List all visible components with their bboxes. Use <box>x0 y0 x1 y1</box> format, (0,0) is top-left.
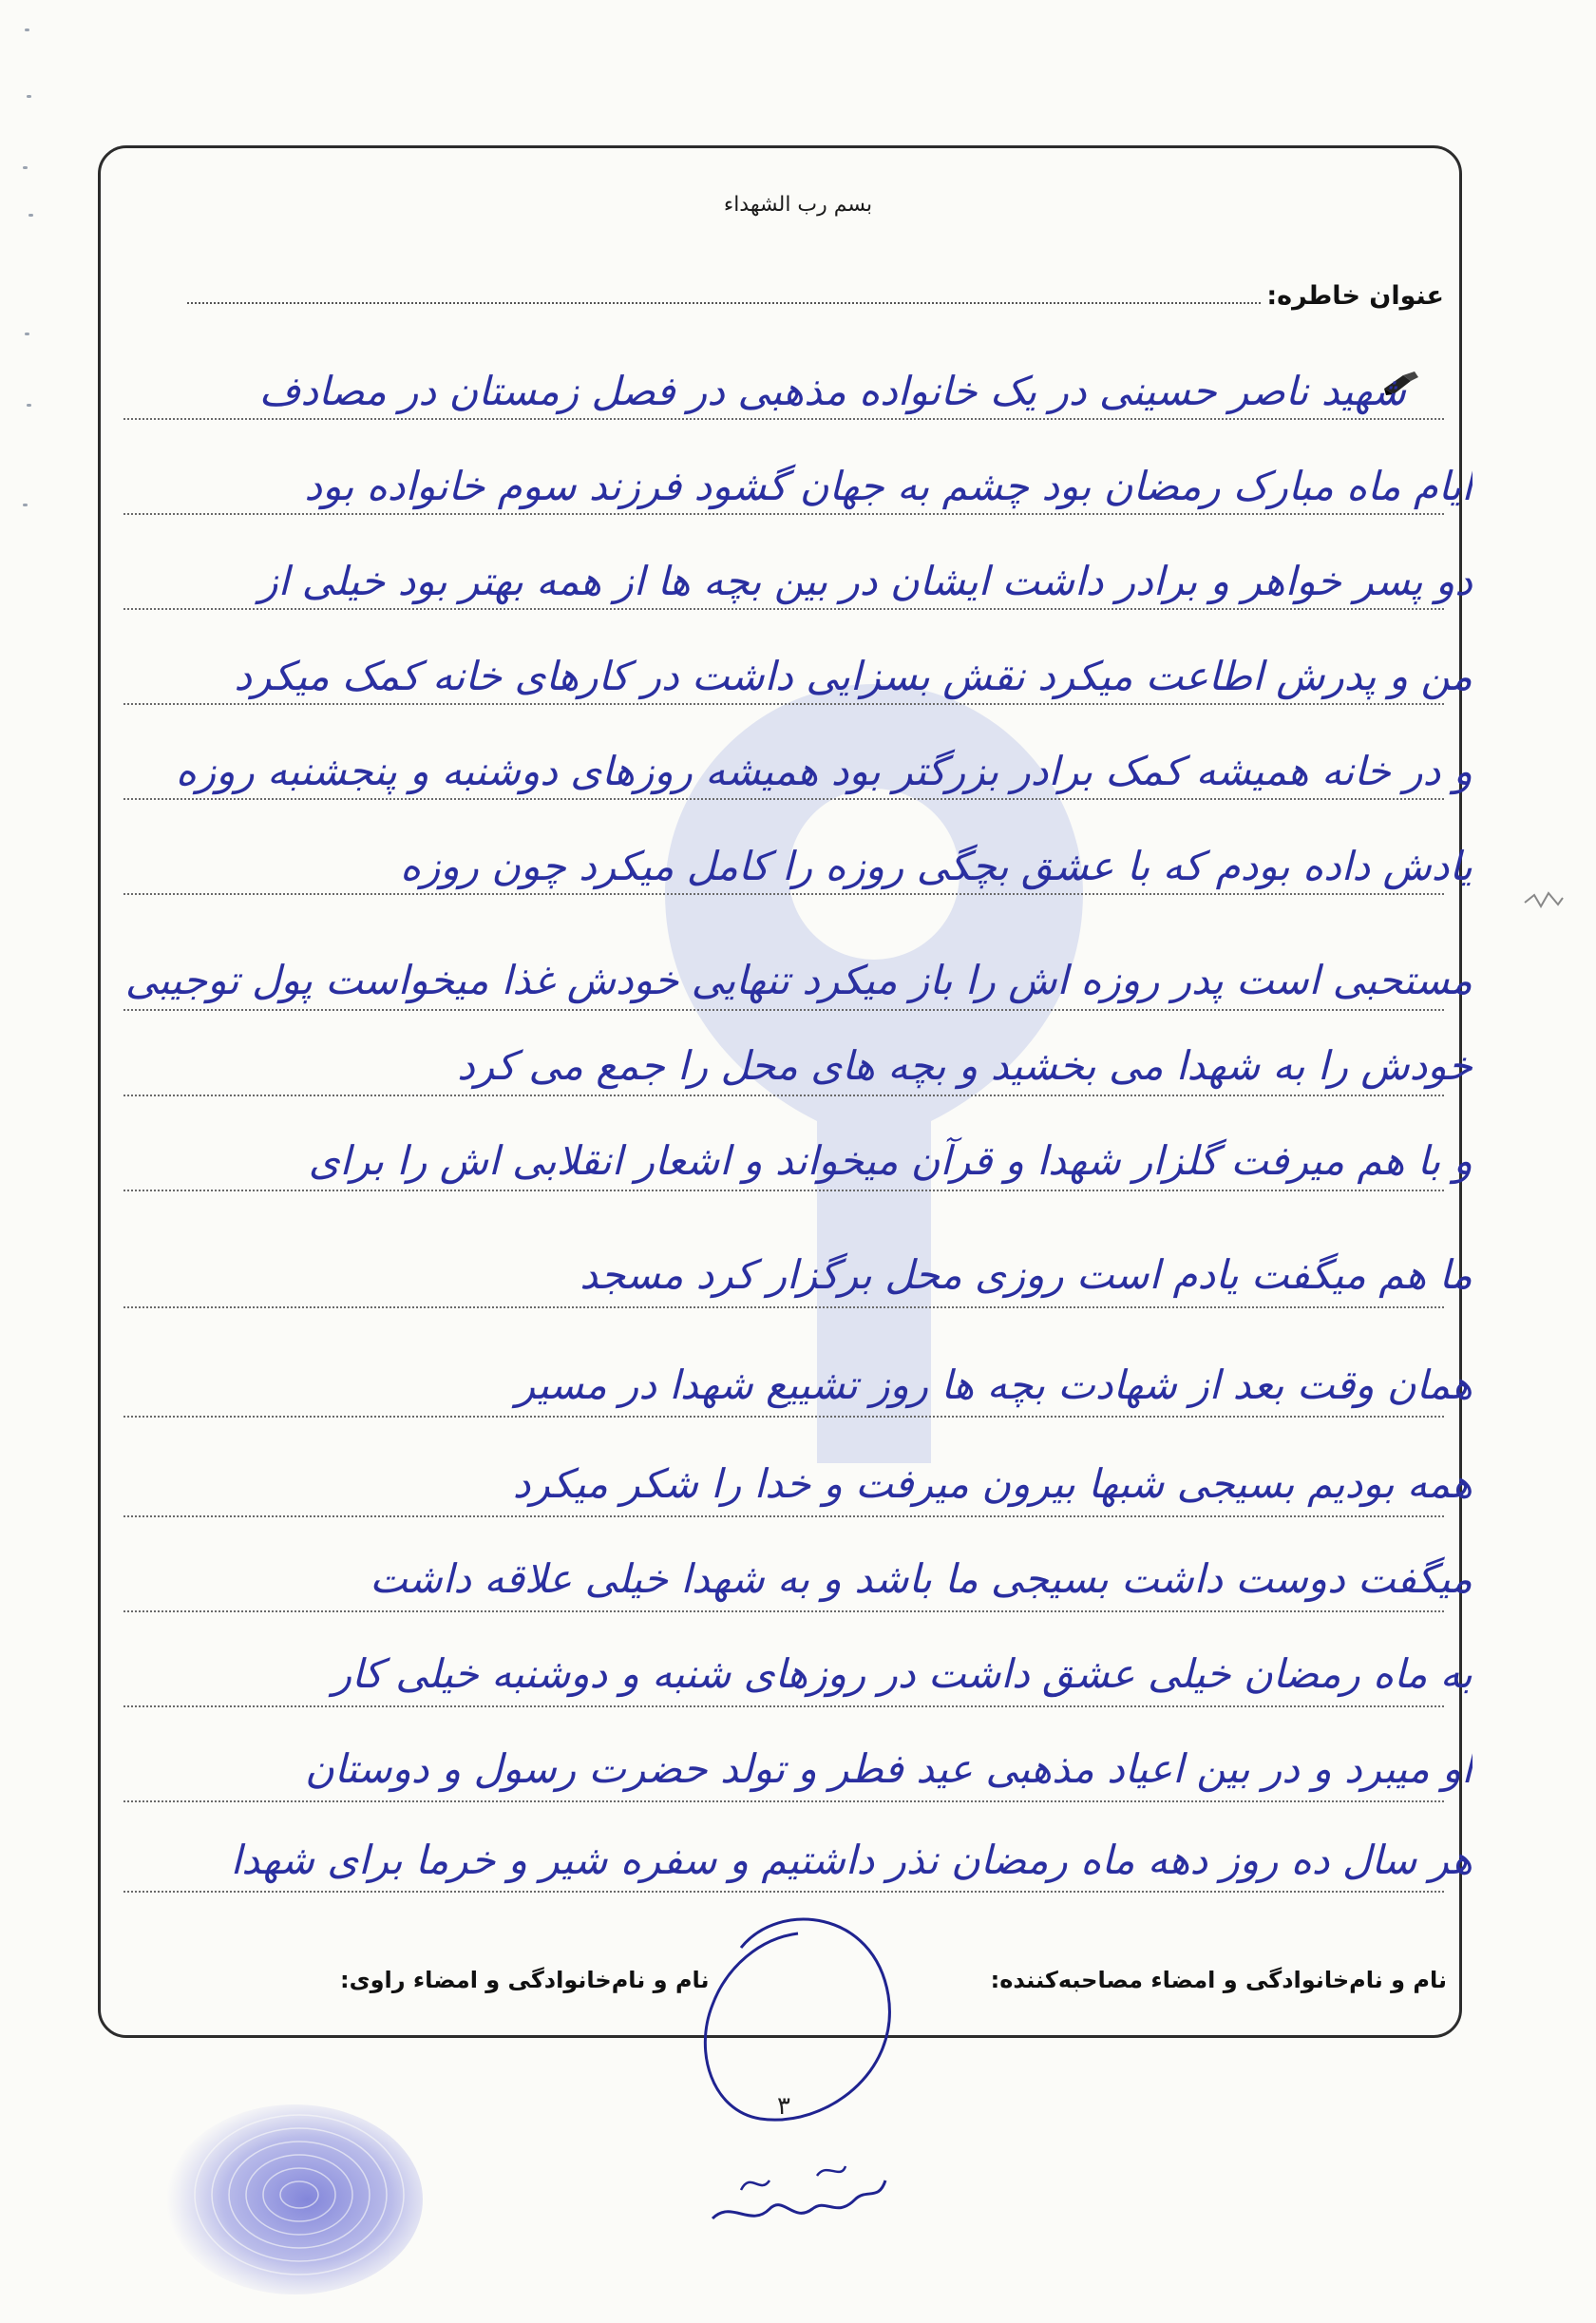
memoir-line: یادش داده بودم که با عشق بچگی روزه را کامل میکرد چون روزه <box>400 843 1472 889</box>
memoir-line: و در خانه همیشه کمک برادر بزرگتر بود همیشه روزهای دوشنبه و پنجشنبه روزه <box>175 748 1472 794</box>
basmala-heading: بسم رب الشهداء <box>723 193 873 217</box>
memoir-line: میگفت دوست داشت بسیجی ما باشد و به شهدا خیلی علاقه داشت <box>370 1555 1472 1602</box>
memoir-line: همان وقت بعد از شهادت بچه ها روز تشییع شهدا در مسیر <box>515 1361 1472 1408</box>
page-number: ۳ <box>777 2092 790 2121</box>
memoir-line: او میبرد و در بین اعیاد مذهبی عید فطر و تولد حضرت رسول و دوستان <box>304 1745 1472 1792</box>
memoir-title-field[interactable] <box>187 277 1261 304</box>
memoir-line: من و پدرش اطاعت میکرد نقش بسزایی داشت در کارهای خانه کمک میکرد <box>234 653 1472 699</box>
memoir-line: مستحبی است پدر روزه اش را باز میکرد تنهایی خودش غذا میخواست پول توجیبی <box>124 957 1472 1003</box>
narrator-signature-label: نام و نام‌خانوادگی و امضاء راوی: <box>340 1967 710 1993</box>
interviewer-signature-label: نام و نام‌خانوادگی و امضاء مصاحبه‌کننده: <box>990 1967 1447 1993</box>
memoir-line: ایام ماه مبارک رمضان بود چشم به جهان گشود فرزند سوم خانواده بود <box>304 463 1472 509</box>
signature-circle-mark <box>684 1891 912 2147</box>
memoir-line: ما هم میگفت یادم است روزی محل برگزار کرد مسجد <box>580 1251 1472 1298</box>
memoir-line: و با هم میرفت گلزار شهدا و قرآن میخواند و اشعار انقلابی اش را برای <box>308 1137 1472 1184</box>
fingerprint-stamp <box>152 2090 428 2309</box>
memoir-line: شهید ناصر حسینی در یک خانواده مذهبی در فصل زمستان در مصادف <box>258 368 1406 414</box>
memoir-line: هر سال ده روز دهه ماه رمضان نذر داشتیم و سفره شیر و خرما برای شهدا <box>230 1837 1472 1883</box>
margin-scribble <box>1520 884 1568 922</box>
binder-holes <box>17 29 84 523</box>
memoir-line: همه بودیم بسیجی شبها بیرون میرفت و خدا را شکر میکرد <box>512 1460 1472 1507</box>
memoir-line: خودش را به شهدا می بخشید و بچه های محل را جمع می کرد <box>457 1042 1472 1089</box>
memoir-line: دو پسر خواهر و برادر داشت ایشان در بین بچه ها از همه بهتر بود خیلی از <box>258 558 1472 604</box>
memoir-line: به ماه رمضان خیلی عشق داشت در روزهای شنبه و دوشنبه خیلی کار <box>332 1650 1472 1697</box>
memoir-title-row <box>187 277 1444 311</box>
memoir-title-label: عنوان خاطره: <box>1266 281 1444 311</box>
handwritten-signature <box>703 2142 893 2247</box>
